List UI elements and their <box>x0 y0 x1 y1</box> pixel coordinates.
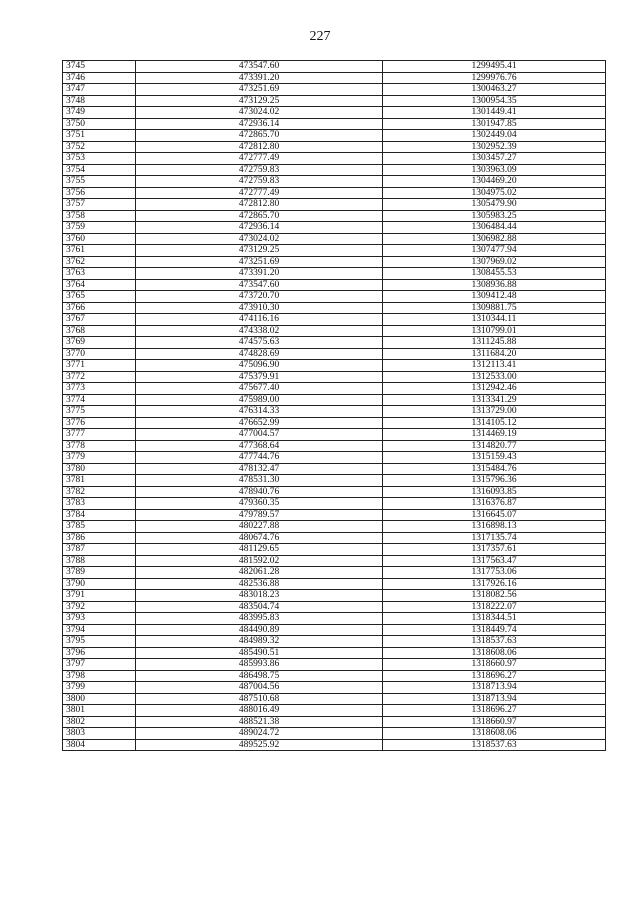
x-coordinate-cell: 472759.83 <box>136 176 383 188</box>
table-row <box>63 118 606 130</box>
point-number-cell: 3784 <box>63 509 136 521</box>
y-coordinate-cell: 1317753.06 <box>383 567 606 579</box>
point-number-cell: 3776 <box>63 417 136 429</box>
point-number-cell: 3783 <box>63 498 136 510</box>
point-number-cell: 3751 <box>63 130 136 142</box>
page-number: 227 <box>309 29 331 44</box>
y-coordinate-cell: 1318222.07 <box>383 601 606 613</box>
point-number-cell: 3779 <box>63 452 136 464</box>
y-coordinate-cell: 1311245.88 <box>383 337 606 349</box>
x-coordinate-cell: 472936.14 <box>136 118 383 130</box>
table-row <box>63 199 606 211</box>
x-coordinate-cell: 478940.76 <box>136 486 383 498</box>
x-coordinate-cell: 485993.86 <box>136 659 383 671</box>
y-coordinate-cell: 1318537.63 <box>383 636 606 648</box>
table-row <box>63 302 606 314</box>
point-number-cell: 3750 <box>63 118 136 130</box>
y-coordinate-cell: 1299495.41 <box>383 61 606 73</box>
y-coordinate-cell: 1315159.43 <box>383 452 606 464</box>
y-coordinate-cell: 1309881.75 <box>383 302 606 314</box>
x-coordinate-cell: 475379.91 <box>136 371 383 383</box>
table-row <box>63 647 606 659</box>
table-row <box>63 452 606 464</box>
point-number-cell: 3775 <box>63 406 136 418</box>
x-coordinate-cell: 472812.80 <box>136 141 383 153</box>
table-row <box>63 291 606 303</box>
point-number-cell: 3746 <box>63 72 136 84</box>
y-coordinate-cell: 1318660.97 <box>383 716 606 728</box>
y-coordinate-cell: 1314105.12 <box>383 417 606 429</box>
y-coordinate-cell: 1313729.00 <box>383 406 606 418</box>
x-coordinate-cell: 472777.49 <box>136 187 383 199</box>
x-coordinate-cell: 473391.20 <box>136 268 383 280</box>
y-coordinate-cell: 1318696.27 <box>383 670 606 682</box>
x-coordinate-cell: 473129.25 <box>136 95 383 107</box>
x-coordinate-cell: 482061.28 <box>136 567 383 579</box>
coordinates-table <box>62 60 606 751</box>
table-row <box>63 521 606 533</box>
table-row <box>63 164 606 176</box>
table-row <box>63 337 606 349</box>
x-coordinate-cell: 472936.14 <box>136 222 383 234</box>
x-coordinate-cell: 473024.02 <box>136 107 383 119</box>
table-row <box>63 532 606 544</box>
x-coordinate-cell: 487004.56 <box>136 682 383 694</box>
table-row <box>63 210 606 222</box>
x-coordinate-cell: 484490.89 <box>136 624 383 636</box>
table-row <box>63 383 606 395</box>
table-row <box>63 153 606 165</box>
y-coordinate-cell: 1305479.90 <box>383 199 606 211</box>
table-row <box>63 371 606 383</box>
y-coordinate-cell: 1315484.76 <box>383 463 606 475</box>
point-number-cell: 3758 <box>63 210 136 222</box>
x-coordinate-cell: 488521.38 <box>136 716 383 728</box>
point-number-cell: 3767 <box>63 314 136 326</box>
y-coordinate-cell: 1318660.97 <box>383 659 606 671</box>
y-coordinate-cell: 1305983.25 <box>383 210 606 222</box>
point-number-cell: 3748 <box>63 95 136 107</box>
x-coordinate-cell: 473129.25 <box>136 245 383 257</box>
x-coordinate-cell: 473720.70 <box>136 291 383 303</box>
table-row <box>63 429 606 441</box>
point-number-cell: 3749 <box>63 107 136 119</box>
y-coordinate-cell: 1301449.41 <box>383 107 606 119</box>
point-number-cell: 3773 <box>63 383 136 395</box>
x-coordinate-cell: 479360.35 <box>136 498 383 510</box>
y-coordinate-cell: 1316645.07 <box>383 509 606 521</box>
table-row <box>63 705 606 717</box>
table-row <box>63 509 606 521</box>
x-coordinate-cell: 473251.69 <box>136 256 383 268</box>
table-row <box>63 601 606 613</box>
point-number-cell: 3794 <box>63 624 136 636</box>
point-number-cell: 3797 <box>63 659 136 671</box>
x-coordinate-cell: 489525.92 <box>136 739 383 751</box>
point-number-cell: 3753 <box>63 153 136 165</box>
table-row <box>63 141 606 153</box>
x-coordinate-cell: 475989.00 <box>136 394 383 406</box>
y-coordinate-cell: 1318713.94 <box>383 682 606 694</box>
point-number-cell: 3804 <box>63 739 136 751</box>
point-number-cell: 3781 <box>63 475 136 487</box>
x-coordinate-cell: 476652.99 <box>136 417 383 429</box>
table-row <box>63 130 606 142</box>
point-number-cell: 3793 <box>63 613 136 625</box>
y-coordinate-cell: 1302952.39 <box>383 141 606 153</box>
table-row <box>63 544 606 556</box>
y-coordinate-cell: 1303963.09 <box>383 164 606 176</box>
point-number-cell: 3745 <box>63 61 136 73</box>
y-coordinate-cell: 1316093.85 <box>383 486 606 498</box>
x-coordinate-cell: 473391.20 <box>136 72 383 84</box>
point-number-cell: 3782 <box>63 486 136 498</box>
y-coordinate-cell: 1318449.74 <box>383 624 606 636</box>
x-coordinate-cell: 481129.65 <box>136 544 383 556</box>
coordinates-table-body <box>63 61 606 751</box>
y-coordinate-cell: 1304469.20 <box>383 176 606 188</box>
table-row <box>63 72 606 84</box>
point-number-cell: 3770 <box>63 348 136 360</box>
y-coordinate-cell: 1306982.88 <box>383 233 606 245</box>
y-coordinate-cell: 1318344.51 <box>383 613 606 625</box>
y-coordinate-cell: 1311684.20 <box>383 348 606 360</box>
table-row <box>63 314 606 326</box>
point-number-cell: 3764 <box>63 279 136 291</box>
table-row <box>63 348 606 360</box>
point-number-cell: 3762 <box>63 256 136 268</box>
y-coordinate-cell: 1312533.00 <box>383 371 606 383</box>
table-row <box>63 233 606 245</box>
y-coordinate-cell: 1315796.36 <box>383 475 606 487</box>
point-number-cell: 3760 <box>63 233 136 245</box>
point-number-cell: 3788 <box>63 555 136 567</box>
y-coordinate-cell: 1300463.27 <box>383 84 606 96</box>
point-number-cell: 3756 <box>63 187 136 199</box>
point-number-cell: 3766 <box>63 302 136 314</box>
point-number-cell: 3752 <box>63 141 136 153</box>
point-number-cell: 3755 <box>63 176 136 188</box>
point-number-cell: 3799 <box>63 682 136 694</box>
table-row <box>63 590 606 602</box>
point-number-cell: 3791 <box>63 590 136 602</box>
table-row <box>63 268 606 280</box>
point-number-cell: 3800 <box>63 693 136 705</box>
y-coordinate-cell: 1312113.41 <box>383 360 606 372</box>
point-number-cell: 3774 <box>63 394 136 406</box>
y-coordinate-cell: 1313341.29 <box>383 394 606 406</box>
y-coordinate-cell: 1312942.46 <box>383 383 606 395</box>
table-row <box>63 84 606 96</box>
x-coordinate-cell: 480227.88 <box>136 521 383 533</box>
table-row <box>63 279 606 291</box>
point-number-cell: 3790 <box>63 578 136 590</box>
x-coordinate-cell: 472865.70 <box>136 130 383 142</box>
table-row <box>63 95 606 107</box>
y-coordinate-cell: 1317926.16 <box>383 578 606 590</box>
table-row <box>63 475 606 487</box>
point-number-cell: 3801 <box>63 705 136 717</box>
x-coordinate-cell: 479789.57 <box>136 509 383 521</box>
x-coordinate-cell: 480674.76 <box>136 532 383 544</box>
x-coordinate-cell: 475677.40 <box>136 383 383 395</box>
x-coordinate-cell: 484989.32 <box>136 636 383 648</box>
y-coordinate-cell: 1307477.94 <box>383 245 606 257</box>
table-row <box>63 61 606 73</box>
y-coordinate-cell: 1317357.61 <box>383 544 606 556</box>
point-number-cell: 3780 <box>63 463 136 475</box>
y-coordinate-cell: 1307969.02 <box>383 256 606 268</box>
y-coordinate-cell: 1302449.04 <box>383 130 606 142</box>
x-coordinate-cell: 473024.02 <box>136 233 383 245</box>
table-row <box>63 693 606 705</box>
x-coordinate-cell: 482536.88 <box>136 578 383 590</box>
x-coordinate-cell: 478531.30 <box>136 475 383 487</box>
table-row <box>63 107 606 119</box>
table-row <box>63 486 606 498</box>
table-row <box>63 624 606 636</box>
table-row <box>63 636 606 648</box>
table-row <box>63 394 606 406</box>
y-coordinate-cell: 1303457.27 <box>383 153 606 165</box>
y-coordinate-cell: 1310799.01 <box>383 325 606 337</box>
point-number-cell: 3792 <box>63 601 136 613</box>
point-number-cell: 3754 <box>63 164 136 176</box>
point-number-cell: 3803 <box>63 728 136 740</box>
y-coordinate-cell: 1317135.74 <box>383 532 606 544</box>
y-coordinate-cell: 1318537.63 <box>383 739 606 751</box>
x-coordinate-cell: 476314.33 <box>136 406 383 418</box>
y-coordinate-cell: 1304975.02 <box>383 187 606 199</box>
y-coordinate-cell: 1309412.48 <box>383 291 606 303</box>
x-coordinate-cell: 474575.63 <box>136 337 383 349</box>
x-coordinate-cell: 473910.30 <box>136 302 383 314</box>
point-number-cell: 3785 <box>63 521 136 533</box>
x-coordinate-cell: 478132.47 <box>136 463 383 475</box>
table-row <box>63 555 606 567</box>
x-coordinate-cell: 472812.80 <box>136 199 383 211</box>
y-coordinate-cell: 1314469.19 <box>383 429 606 441</box>
point-number-cell: 3768 <box>63 325 136 337</box>
y-coordinate-cell: 1310344.11 <box>383 314 606 326</box>
y-coordinate-cell: 1316898.13 <box>383 521 606 533</box>
x-coordinate-cell: 485490.51 <box>136 647 383 659</box>
table-row <box>63 682 606 694</box>
point-number-cell: 3769 <box>63 337 136 349</box>
point-number-cell: 3763 <box>63 268 136 280</box>
point-number-cell: 3761 <box>63 245 136 257</box>
y-coordinate-cell: 1314820.77 <box>383 440 606 452</box>
x-coordinate-cell: 487510.68 <box>136 693 383 705</box>
x-coordinate-cell: 486498.75 <box>136 670 383 682</box>
point-number-cell: 3789 <box>63 567 136 579</box>
x-coordinate-cell: 473251.69 <box>136 84 383 96</box>
y-coordinate-cell: 1299976.76 <box>383 72 606 84</box>
x-coordinate-cell: 481592.02 <box>136 555 383 567</box>
table-row <box>63 613 606 625</box>
point-number-cell: 3765 <box>63 291 136 303</box>
point-number-cell: 3747 <box>63 84 136 96</box>
table-row <box>63 498 606 510</box>
y-coordinate-cell: 1317563.47 <box>383 555 606 567</box>
x-coordinate-cell: 473547.60 <box>136 61 383 73</box>
x-coordinate-cell: 472759.83 <box>136 164 383 176</box>
y-coordinate-cell: 1318696.27 <box>383 705 606 717</box>
table-row <box>63 222 606 234</box>
table-row <box>63 406 606 418</box>
point-number-cell: 3798 <box>63 670 136 682</box>
table-row <box>63 417 606 429</box>
table-row <box>63 716 606 728</box>
point-number-cell: 3787 <box>63 544 136 556</box>
table-row <box>63 176 606 188</box>
table-row <box>63 245 606 257</box>
x-coordinate-cell: 473547.60 <box>136 279 383 291</box>
x-coordinate-cell: 477744.76 <box>136 452 383 464</box>
point-number-cell: 3759 <box>63 222 136 234</box>
table-row <box>63 728 606 740</box>
x-coordinate-cell: 483995.83 <box>136 613 383 625</box>
x-coordinate-cell: 474828.69 <box>136 348 383 360</box>
x-coordinate-cell: 475096.90 <box>136 360 383 372</box>
y-coordinate-cell: 1300954.35 <box>383 95 606 107</box>
y-coordinate-cell: 1318608.06 <box>383 647 606 659</box>
point-number-cell: 3777 <box>63 429 136 441</box>
table-row <box>63 659 606 671</box>
point-number-cell: 3778 <box>63 440 136 452</box>
x-coordinate-cell: 477004.57 <box>136 429 383 441</box>
x-coordinate-cell: 472777.49 <box>136 153 383 165</box>
y-coordinate-cell: 1301947.85 <box>383 118 606 130</box>
table-row <box>63 670 606 682</box>
table-row <box>63 739 606 751</box>
point-number-cell: 3796 <box>63 647 136 659</box>
y-coordinate-cell: 1316376.87 <box>383 498 606 510</box>
table-row <box>63 567 606 579</box>
y-coordinate-cell: 1318082.56 <box>383 590 606 602</box>
y-coordinate-cell: 1318608.06 <box>383 728 606 740</box>
x-coordinate-cell: 472865.70 <box>136 210 383 222</box>
table-row <box>63 578 606 590</box>
x-coordinate-cell: 474338.02 <box>136 325 383 337</box>
point-number-cell: 3786 <box>63 532 136 544</box>
x-coordinate-cell: 488016.49 <box>136 705 383 717</box>
y-coordinate-cell: 1318713.94 <box>383 693 606 705</box>
point-number-cell: 3795 <box>63 636 136 648</box>
y-coordinate-cell: 1306484.44 <box>383 222 606 234</box>
x-coordinate-cell: 489024.72 <box>136 728 383 740</box>
point-number-cell: 3802 <box>63 716 136 728</box>
point-number-cell: 3772 <box>63 371 136 383</box>
x-coordinate-cell: 483018.23 <box>136 590 383 602</box>
x-coordinate-cell: 474116.16 <box>136 314 383 326</box>
x-coordinate-cell: 477368.64 <box>136 440 383 452</box>
table-row <box>63 463 606 475</box>
x-coordinate-cell: 483504.74 <box>136 601 383 613</box>
table-row <box>63 187 606 199</box>
table-row <box>63 440 606 452</box>
point-number-cell: 3771 <box>63 360 136 372</box>
table-row <box>63 360 606 372</box>
point-number-cell: 3757 <box>63 199 136 211</box>
y-coordinate-cell: 1308936.88 <box>383 279 606 291</box>
y-coordinate-cell: 1308455.53 <box>383 268 606 280</box>
table-row <box>63 325 606 337</box>
table-row <box>63 256 606 268</box>
